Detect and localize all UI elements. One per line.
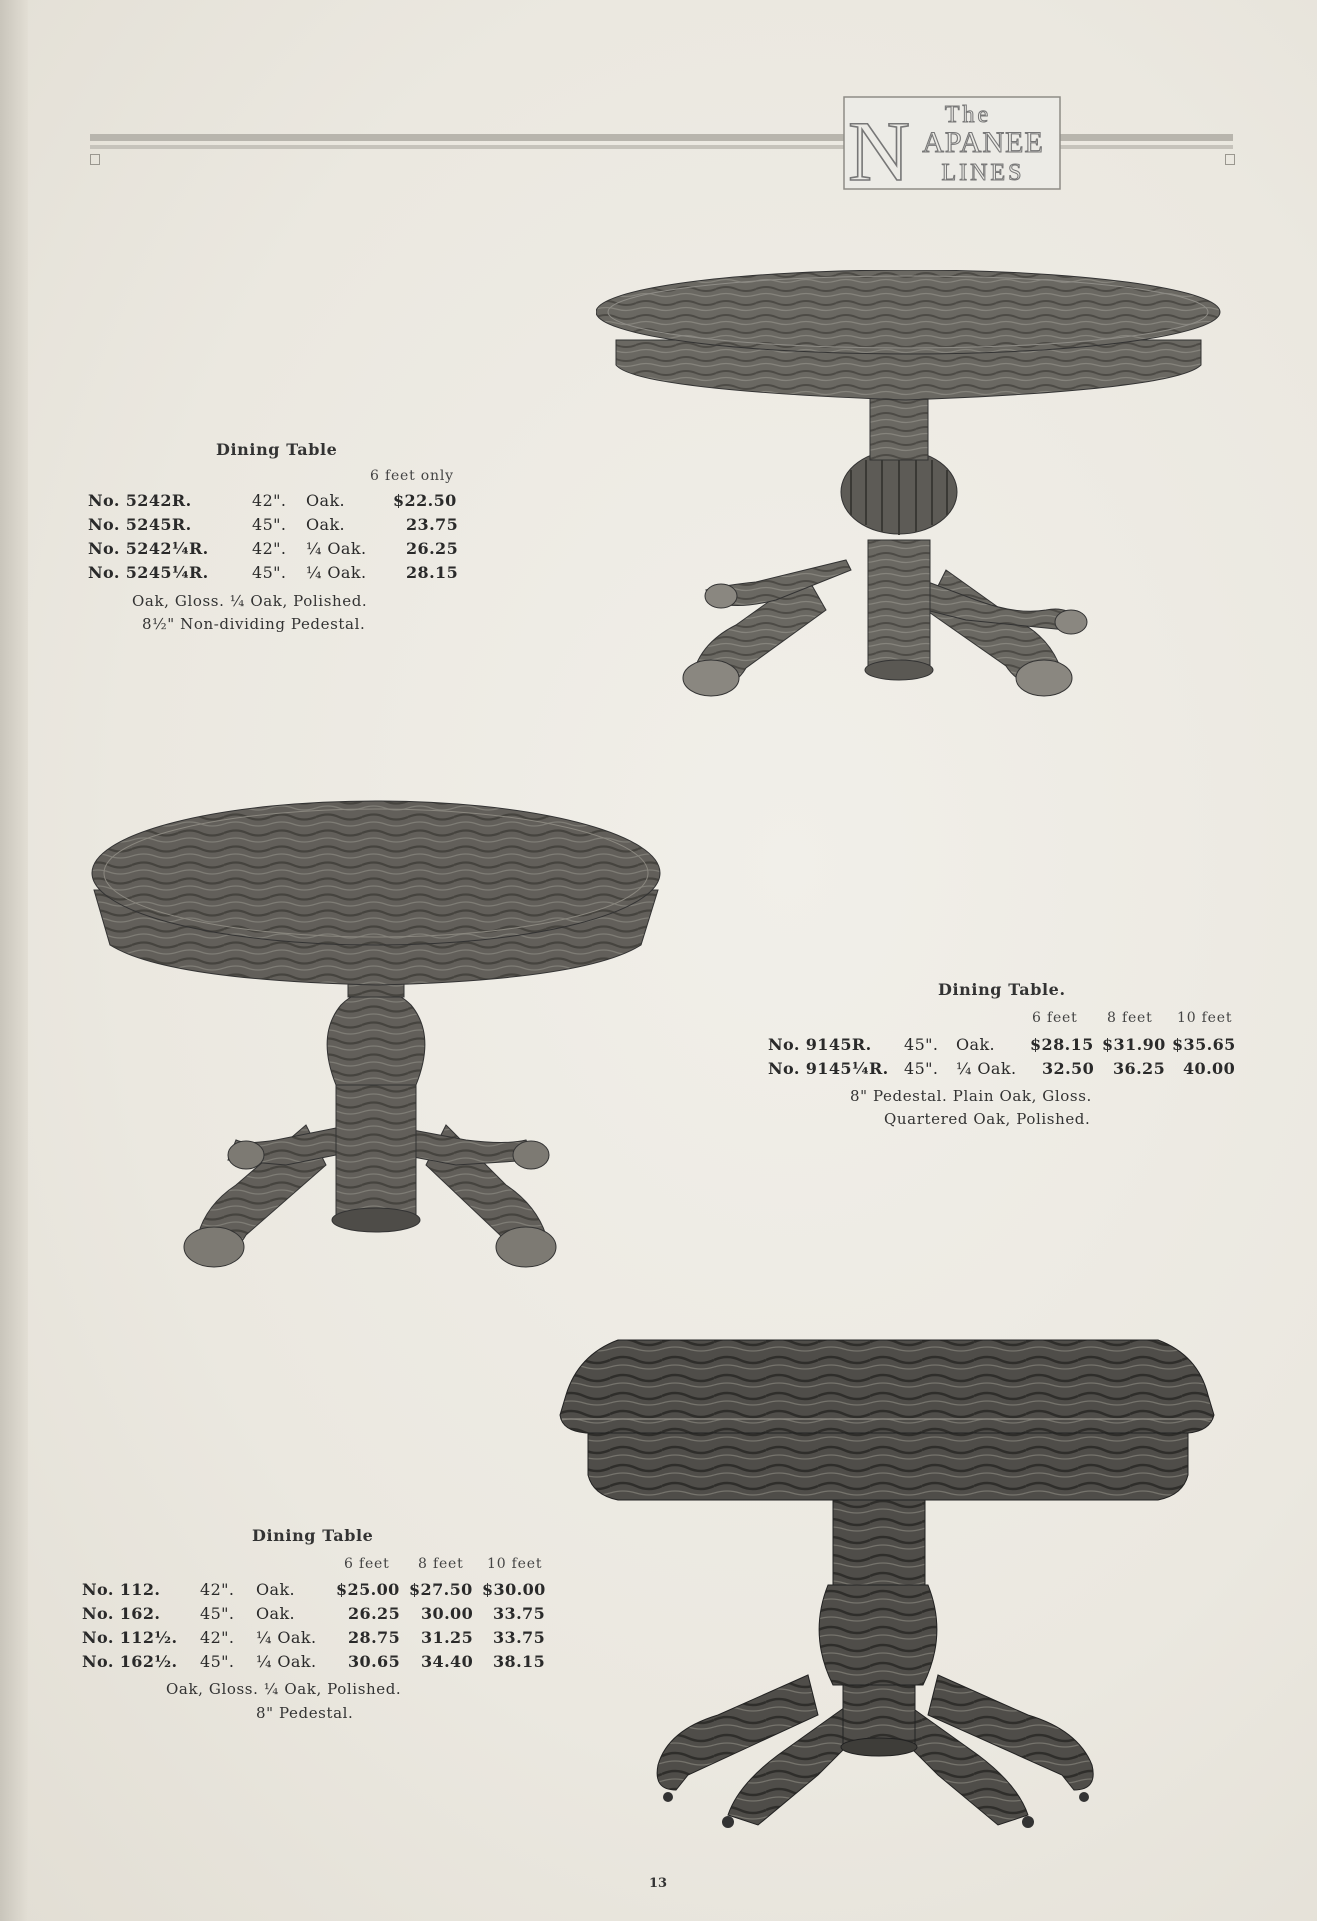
price-8ft: 34.40 — [421, 1652, 474, 1671]
price-8ft: 30.00 — [421, 1604, 474, 1623]
header-rule-right-thin — [1055, 145, 1233, 149]
header-rule-left — [90, 134, 850, 141]
size: 45". — [252, 515, 287, 534]
price-8ft: $27.50 — [409, 1580, 473, 1599]
wood: Oak. — [306, 491, 346, 510]
model-number: No. 162. — [82, 1604, 161, 1623]
section3-title: Dining Table — [252, 1526, 374, 1545]
svg-text:The: The — [944, 102, 992, 128]
section2-header-8ft: 8 feet — [1107, 1010, 1153, 1026]
page-number: 13 — [649, 1876, 668, 1891]
model-number: No. 5242¼R. — [88, 539, 209, 558]
price-6ft: 26.25 — [348, 1604, 401, 1623]
size: 42". — [252, 539, 287, 558]
section1-subheader: 6 feet only — [370, 468, 454, 484]
price-10ft: $35.65 — [1172, 1035, 1236, 1054]
size: 42". — [200, 1580, 235, 1599]
section3-note-pedestal: 8" Pedestal. — [256, 1704, 354, 1722]
napanee-lines-logo — [843, 96, 1061, 190]
round-pedestal-table-illustration-1 — [596, 270, 1236, 750]
section1-note-pedestal: 8½" Non-dividing Pedestal. — [142, 615, 366, 633]
size: 45". — [904, 1059, 939, 1078]
price-6ft: 32.50 — [1042, 1059, 1095, 1078]
model-number: No. 162½. — [82, 1652, 178, 1671]
section1-note-finish: Oak, Gloss. ¼ Oak, Polished. — [132, 592, 368, 610]
price-10ft: 40.00 — [1183, 1059, 1236, 1078]
price: 26.25 — [406, 539, 459, 558]
header-rule-right — [1055, 134, 1233, 141]
price-10ft: 33.75 — [493, 1628, 546, 1647]
model-number: No. 9145¼R. — [768, 1059, 889, 1078]
size: 45". — [252, 563, 287, 582]
corner-ornament-left — [90, 154, 100, 165]
wood: Oak. — [956, 1035, 996, 1054]
section3-header-10ft: 10 feet — [487, 1556, 543, 1572]
corner-ornament-right — [1225, 154, 1235, 165]
svg-text:APANEE: APANEE — [922, 126, 1044, 159]
wood: Oak. — [256, 1604, 296, 1623]
model-number: No. 5245R. — [88, 515, 192, 534]
size: 42". — [200, 1628, 235, 1647]
size: 42". — [252, 491, 287, 510]
model-number: No. 5245¼R. — [88, 563, 209, 582]
wood: ¼ Oak. — [256, 1628, 317, 1647]
price-6ft: 30.65 — [348, 1652, 401, 1671]
price: 28.15 — [406, 563, 459, 582]
round-pedestal-table-illustration-2 — [86, 795, 676, 1305]
size: 45". — [200, 1652, 235, 1671]
section2-header-6ft: 6 feet — [1032, 1010, 1078, 1026]
model-number: No. 112. — [82, 1580, 161, 1599]
wood: ¼ Oak. — [256, 1652, 317, 1671]
size: 45". — [200, 1604, 235, 1623]
price-6ft: $25.00 — [336, 1580, 400, 1599]
page-spine-shadow — [0, 0, 28, 1921]
model-number: No. 112½. — [82, 1628, 178, 1647]
price-6ft: $28.15 — [1030, 1035, 1094, 1054]
section2-header-10ft: 10 feet — [1177, 1010, 1233, 1026]
section3-note-finish: Oak, Gloss. ¼ Oak, Polished. — [166, 1680, 402, 1698]
wood: ¼ Oak. — [306, 539, 367, 558]
price: 23.75 — [406, 515, 459, 534]
square-pedestal-table-illustration — [558, 1335, 1234, 1850]
svg-text:N: N — [847, 103, 911, 190]
wood: Oak. — [256, 1580, 296, 1599]
model-number: No. 5242R. — [88, 491, 192, 510]
wood: ¼ Oak. — [306, 563, 367, 582]
section2-title: Dining Table. — [938, 980, 1066, 999]
price-10ft: 33.75 — [493, 1604, 546, 1623]
section1-title: Dining Table — [216, 440, 338, 459]
svg-text:LINES: LINES — [941, 160, 1025, 186]
section2-note-finish: Quartered Oak, Polished. — [884, 1110, 1091, 1128]
section3-header-6ft: 6 feet — [344, 1556, 390, 1572]
price-10ft: 38.15 — [493, 1652, 546, 1671]
wood: Oak. — [306, 515, 346, 534]
section3-header-8ft: 8 feet — [418, 1556, 464, 1572]
price: $22.50 — [393, 491, 457, 510]
model-number: No. 9145R. — [768, 1035, 872, 1054]
price-8ft: $31.90 — [1102, 1035, 1166, 1054]
section2-note-pedestal: 8" Pedestal. Plain Oak, Gloss. — [850, 1087, 1092, 1105]
price-8ft: 31.25 — [421, 1628, 474, 1647]
price-6ft: 28.75 — [348, 1628, 401, 1647]
price-10ft: $30.00 — [482, 1580, 546, 1599]
price-8ft: 36.25 — [1113, 1059, 1166, 1078]
wood: ¼ Oak. — [956, 1059, 1017, 1078]
size: 45". — [904, 1035, 939, 1054]
header-rule-left-thin — [90, 145, 850, 149]
